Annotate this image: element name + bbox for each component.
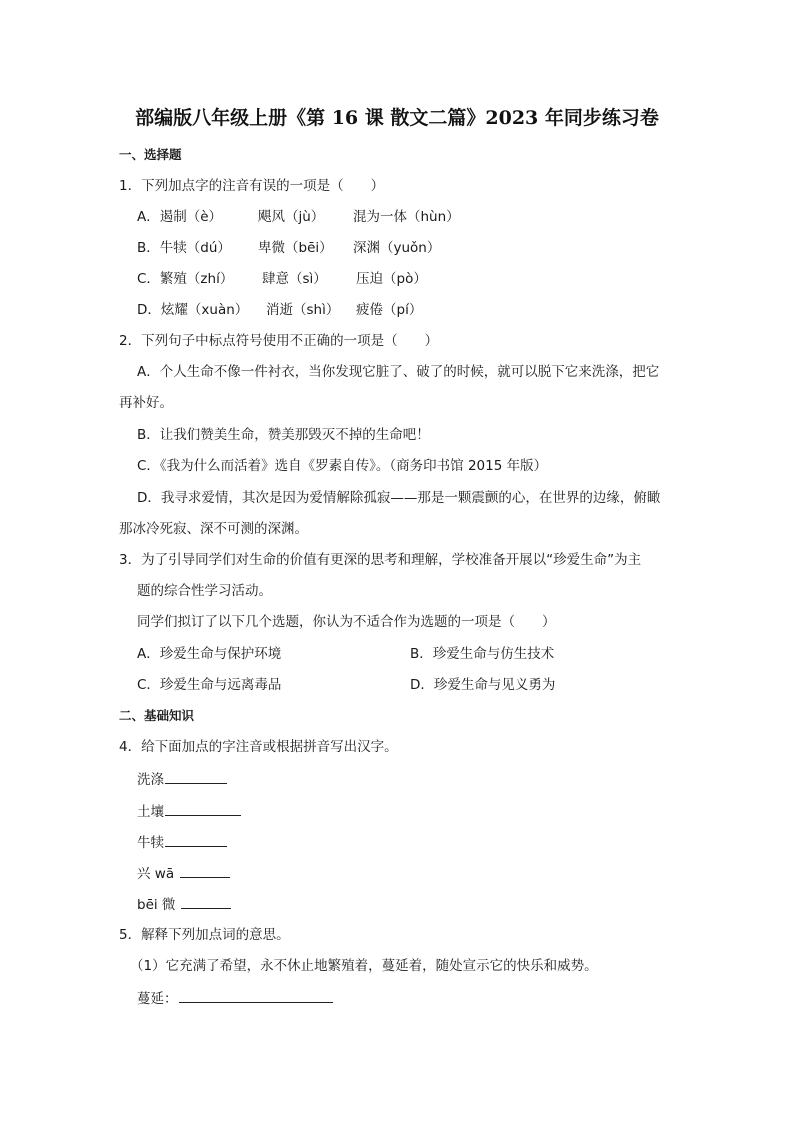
- q1-option-a-word3: 混为一体（hùn）: [353, 209, 460, 225]
- q4-item-1: [137, 769, 227, 789]
- q1-option-a-word2: 飓风（jù）: [258, 209, 325, 225]
- q3-option-b: B．珍爱生命与仿生技术: [410, 646, 555, 662]
- q2-option-a-cont: 再补好。: [119, 395, 173, 411]
- q1-option-a: A．遏制（è）: [137, 209, 223, 225]
- q3-stem: 3．为了引导同学们对生命的价值有更深的思考和理解，学校准备开展以“珍爱生命”为主: [119, 552, 642, 568]
- q4-answer-blank-3[interactable]: [165, 832, 227, 847]
- q1-option-b-word3: 深渊（yuǒn）: [353, 240, 441, 256]
- q4-answer-blank-4[interactable]: [180, 863, 230, 878]
- page-title: 部编版八年级上册《第 16 课 散文二篇》2023 年同步练习卷: [135, 107, 659, 129]
- q3-option-a: A．珍爱生命与保护环境: [137, 646, 282, 662]
- q4-item-5: [137, 894, 231, 914]
- q4-item-4-text: 兴 wā: [137, 866, 175, 882]
- q4-item-3-text: 牛犊: [137, 835, 164, 851]
- q5-answer-blank-1[interactable]: [179, 988, 333, 1003]
- section-heading-basics: 二、基础知识: [119, 708, 195, 723]
- q4-answer-blank-5[interactable]: [181, 894, 231, 909]
- q1-option-d: D．炫耀（xuàn）: [137, 302, 249, 318]
- q4-answer-blank-1[interactable]: [165, 769, 227, 784]
- q1-option-b: B．牛犊（dú）: [137, 240, 231, 256]
- q3-question: 同学们拟订了以下几个选题，你认为不适合作为选题的一项是（ ）: [137, 614, 556, 630]
- q4-item-1-text: 洗涤: [137, 772, 164, 788]
- q5-stem: 5．解释下列加点词的意思。: [119, 927, 290, 943]
- q4-item-5-text: bēi 微: [137, 897, 176, 913]
- q5-item-1-label: 蔓延：: [137, 991, 178, 1007]
- q5-sentence-1: （1）它充满了希望，永不休止地繁殖着，蔓延着，随处宣示它的快乐和威势。: [130, 958, 598, 974]
- q4-answer-blank-2[interactable]: [165, 801, 241, 816]
- q1-option-c: C．繁殖（zhí）: [137, 271, 234, 287]
- q1-option-c-word2: 肆意（sì）: [262, 271, 327, 287]
- q2-option-c: C．《我为什么而活着》选自《罗素自传》。（商务印书馆 2015 年版）: [137, 458, 548, 474]
- q5-item-1: [137, 988, 333, 1008]
- q2-option-a: A．个人生命不像一件衬衣，当你发现它脏了、破了的时候，就可以脱下它来洗涤，把它: [137, 364, 660, 380]
- q3-option-d: D．珍爱生命与见义勇为: [410, 677, 556, 693]
- q4-item-2: [137, 801, 241, 821]
- q4-item-2-text: 土壤: [137, 804, 164, 820]
- q3-stem-cont: 题的综合性学习活动。: [137, 583, 272, 599]
- q1-option-b-word2: 卑微（bēi）: [258, 240, 333, 256]
- q3-option-c: C．珍爱生命与远离毒品: [137, 677, 282, 693]
- q1-option-c-word3: 压迫（pò）: [356, 271, 427, 287]
- q4-stem: 4．给下面加点的字注音或根据拼音写出汉字。: [119, 739, 398, 755]
- q4-item-4: [137, 863, 230, 883]
- q2-stem: 2．下列句子中标点符号使用不正确的一项是（ ）: [119, 333, 439, 349]
- q2-option-b: B．让我们赞美生命，赞美那毁灭不掉的生命吧！: [137, 427, 430, 443]
- section-heading-choice: 一、选择题: [119, 147, 182, 162]
- q1-option-d-word3: 疲倦（pí）: [356, 302, 423, 318]
- q2-option-d: D．我寻求爱情，其次是因为爱情解除孤寂——那是一颗震颤的心，在世界的边缘，俯瞰: [137, 490, 661, 506]
- q2-option-d-cont: 那冰冷死寂、深不可测的深渊。: [119, 521, 308, 537]
- q1-stem: 1．下列加点字的注音有误的一项是（ ）: [119, 178, 385, 194]
- q4-item-3: [137, 832, 227, 852]
- q1-option-d-word2: 消逝（shì）: [266, 302, 340, 318]
